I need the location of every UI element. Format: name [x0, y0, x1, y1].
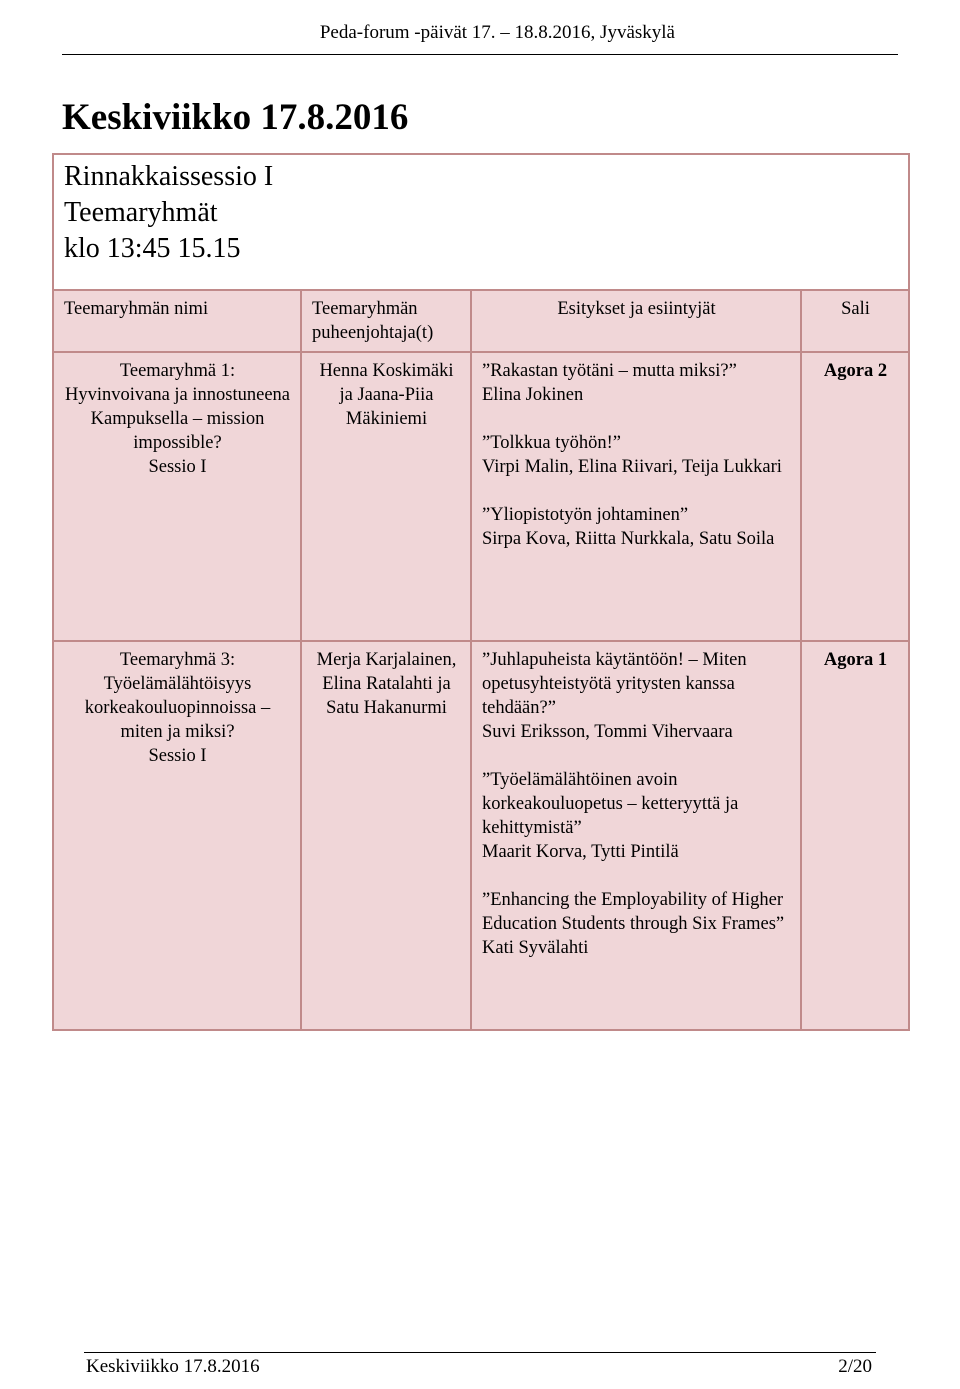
talk-title: ”Juhlapuheista käytäntöön! – Miten opetusyhteistyötä yritysten kanssa tehdään?”	[482, 650, 747, 718]
group-session: Sessio I	[148, 457, 207, 477]
talk-item	[482, 359, 791, 407]
talk-presenters: Suvi Eriksson, Tommi Vihervaara	[482, 722, 733, 742]
column-header-name: Teemaryhmän nimi	[53, 290, 301, 352]
talk-presenters: Kati Syvälahti	[482, 938, 589, 958]
talk-item	[482, 503, 791, 551]
table-row	[53, 352, 909, 641]
talk-title: ”Yliopistotyön johtaminen”	[482, 505, 689, 525]
talk-presenters: Virpi Malin, Elina Riivari, Teija Lukkari	[482, 457, 782, 477]
table-header-row	[53, 290, 909, 352]
page-number: 2/20	[838, 1356, 872, 1377]
schedule-table	[52, 153, 910, 1031]
talk-item	[482, 648, 791, 744]
talk-presenters: Elina Jokinen	[482, 385, 584, 405]
column-header-chairs: Teemaryhmän puheenjohtaja(t)	[301, 290, 471, 352]
talk-presenters: Sirpa Kova, Riitta Nurkkala, Satu Soila	[482, 529, 775, 549]
day-title: Keskiviikko 17.8.2016	[62, 97, 409, 138]
talk-presenters: Maarit Korva, Tytti Pintilä	[482, 842, 679, 862]
talk-title: ”Tolkkua työhön!”	[482, 433, 621, 453]
talks-cell	[471, 641, 801, 1030]
group-name: Työelämälähtöisyys korkeakouluopinnoissa – miten ja miksi?	[84, 674, 271, 742]
group-label: Teemaryhmä 1:	[119, 361, 236, 381]
session-name: Rinnakkaissessio I	[64, 161, 274, 192]
column-header-room: Sali	[801, 290, 909, 352]
room-cell: Agora 1	[801, 641, 909, 1030]
talk-item	[482, 888, 791, 960]
talk-item	[482, 431, 791, 479]
talks-cell	[471, 352, 801, 641]
session-time: klo 13:45 15.15	[64, 233, 241, 264]
group-name: Hyvinvoivana ja innostuneena Kampuksella – mission impossible?	[64, 385, 291, 453]
group-session: Sessio I	[148, 746, 207, 766]
column-header-talks: Esitykset ja esiintyjät	[471, 290, 801, 352]
group-label: Teemaryhmä 3:	[119, 650, 236, 670]
running-header: Peda-forum -päivät 17. – 18.8.2016, Jyväskylä	[319, 22, 675, 43]
talk-title: ”Rakastan työtäni – mutta miksi?”	[482, 361, 737, 381]
chairs-cell: Merja Karjalainen, Elina Ratalahti ja Satu Hakanurmi	[301, 641, 471, 1030]
footer-date: Keskiviikko 17.8.2016	[86, 1356, 260, 1377]
group-cell	[53, 352, 301, 641]
talk-item	[482, 768, 791, 864]
footer-divider	[84, 1352, 876, 1353]
talk-title: ”Enhancing the Employability of Higher Education Students through Six Frames”	[482, 890, 785, 934]
session-title-row	[53, 154, 909, 290]
session-subtitle: Teemaryhmät	[64, 197, 218, 228]
group-cell	[53, 641, 301, 1030]
header-divider	[62, 54, 898, 55]
chairs-cell: Henna Koskimäki ja Jaana-Piia Mäkiniemi	[301, 352, 471, 641]
session-title-cell	[53, 154, 909, 290]
room-cell: Agora 2	[801, 352, 909, 641]
talk-title: ”Työelämälähtöinen avoin korkeakouluopetus – ketteryyttä ja kehittymistä”	[482, 770, 739, 838]
table-row	[53, 641, 909, 1030]
